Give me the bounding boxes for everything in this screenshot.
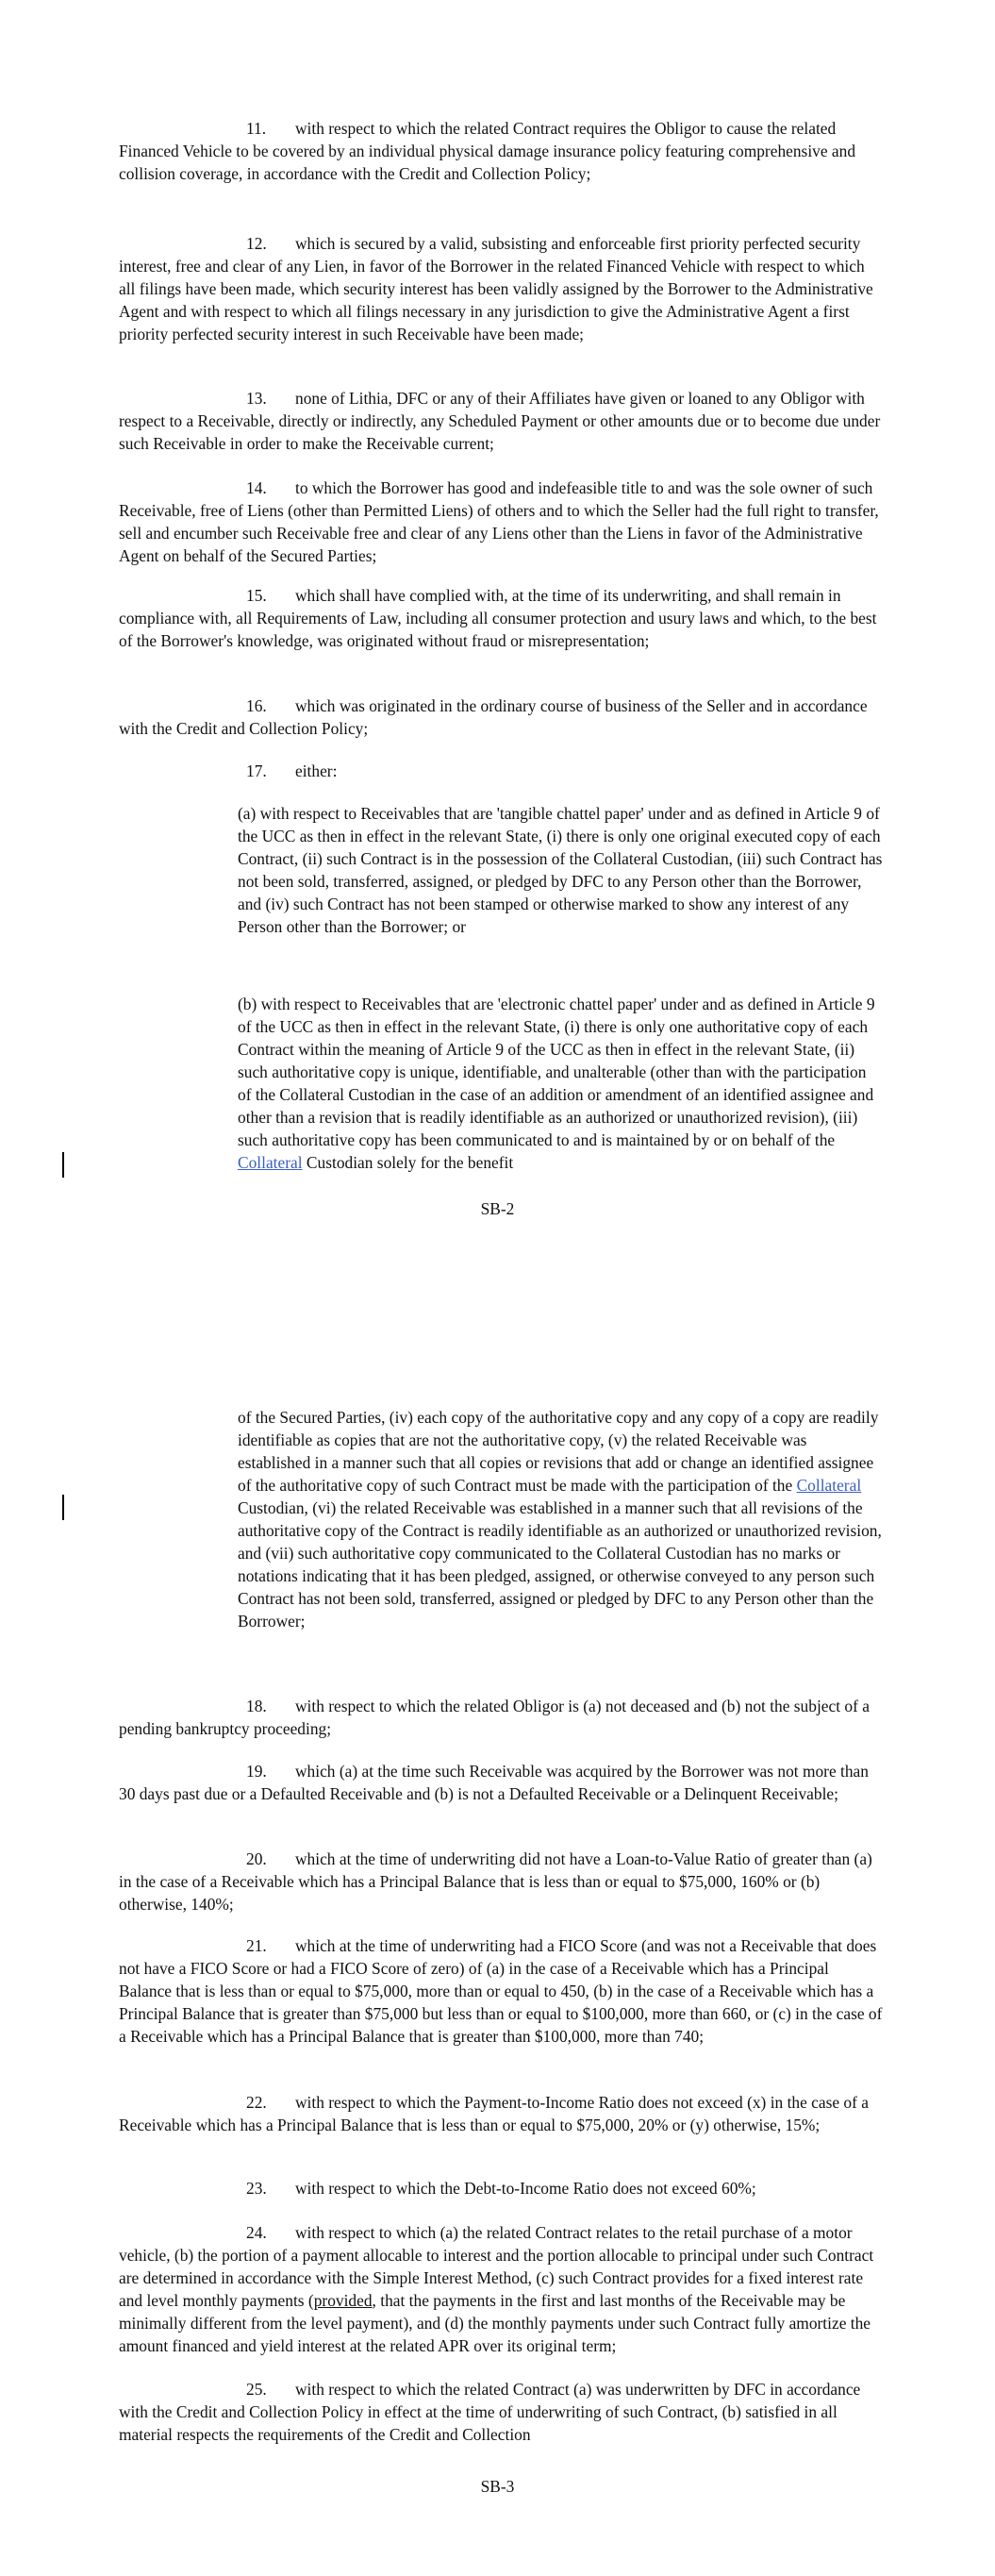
item-15: 15. which shall have complied with, at the time of its underwriting, and shall remain in compliance with, all Requirements of Law, including all consumer protection and usury laws and which, to the best of the Borrower's knowledge, was originated without fraud or misrepresentation; xyxy=(119,586,877,650)
item-11: 11. with respect to which the related Contract requires the Obligor to cause the related Financed Vehicle to be covered by an individual physical damage insurance policy featuring comprehensive and collision coverage, in accordance with the Credit and Collection Policy; xyxy=(119,119,856,183)
page-number: SB-3 xyxy=(480,2477,515,2496)
page-number: SB-2 xyxy=(480,1199,515,1218)
item-18: 18. with respect to which the related Obligor is (a) not deceased and (b) not the subject of a pending bankruptcy proceeding; xyxy=(119,1697,870,1738)
page-sb-3 xyxy=(0,1293,995,2576)
change-bar xyxy=(62,1152,64,1178)
subitem-b-continued: of the Secured Parties, (iv) each copy of the authoritative copy and any copy of a copy are readily identifiable as copies that are not the authoritative copy, (v) the related Receivable was established in a manner such that all copies or revisions that add or change an identified assignee of the authoritative copy of such Contract must be made with the participation of the Collateral Custodian, (vi) the related Receivable was established in a manner such that all revisions of the authoritative copy of the Contract is readily identifiable as an authorized or unauthorized revision, and (vii) such authoritative copy communicated to the Collateral Custodian has no marks or notations indicating that it has been pledged, assigned, or otherwise conveyed to any person such Contract has not been sold, transferred, assigned or pledged by DFC to any Person other than the Borrower; xyxy=(238,1408,882,1631)
item-19: 19. which (a) at the time such Receivable was acquired by the Borrower was not more than 30 days past due or a Defaulted Receivable and (b) is not a Defaulted Receivable or a Delinquent Receivable; xyxy=(119,1762,869,1803)
item-13: 13. none of Lithia, DFC or any of their Affiliates have given or loaned to any Obligor with respect to a Receivable, directly or indirectly, any Scheduled Payment or other amounts due or to become due under such Receivable in order to make the Receivable current; xyxy=(119,389,881,453)
item-16: 16. which was originated in the ordinary course of business of the Seller and in accordance with the Credit and Collection Policy; xyxy=(119,696,868,738)
collateral-link[interactable]: Collateral xyxy=(796,1476,862,1495)
item-22: 22. with respect to which the Payment-to-Income Ratio does not exceed (x) in the case of a Receivable which has a Principal Balance that is less than or equal to $75,000, 20% or (y) otherwise, 15%; xyxy=(119,2093,869,2134)
collateral-link[interactable]: Collateral xyxy=(238,1153,303,1172)
item-23: 23. with respect to which the Debt-to-Income Ratio does not exceed 60%; xyxy=(246,2179,756,2198)
item-25: 25. with respect to which the related Contract (a) was underwritten by DFC in accordance with the Credit and Collection Policy in effect at the time of underwriting of such Contract, (b) satisfied in all material respects the requirements of the Credit and Collection xyxy=(119,2380,861,2444)
item-24: 24. with respect to which (a) the related Contract relates to the retail purchase of a motor vehicle, (b) the portion of a payment allocable to interest and the portion allocable to principal under such Contract are determined in accordance with the Simple Interest Method, (c) such Contract provides for a fixed interest rate and level monthly payments (provided, that the payments in the first and last months of the Receivable may be minimally different from the level payment), and (d) the monthly payments under such Contract fully amortize the amount financed and yield interest at the related APR over its original term; xyxy=(119,2223,874,2355)
subitem-a: (a) with respect to Receivables that are 'tangible chattel paper' under and as defined in Article 9 of the UCC as then in effect in the relevant State, (i) there is only one original executed copy of each Contract, (ii) such Contract is in the possession of the Collateral Custodian, (iii) such Contract has not been sold, transferred, assigned, or pledged by DFC to any Person other than the Borrower, and (iv) such Contract has not been stamped or otherwise marked to show any interest of any Person other than the Borrower; or xyxy=(238,804,883,936)
item-20: 20. which at the time of underwriting did not have a Loan-to-Value Ratio of greater than (a) in the case of a Receivable which has a Principal Balance that is less than or equal to $75,000, 160% or (b) otherwise, 140%; xyxy=(119,1849,872,1914)
item-17: 17. either: xyxy=(246,761,338,780)
change-bar xyxy=(62,1495,64,1520)
item-14: 14. to which the Borrower has good and indefeasible title to and was the sole owner of such Receivable, free of Liens (other than Permitted Liens) of others and to which the Seller had the full right to transfer, sell and encumber such Receivable free and clear of any Liens other than the Liens in favor of the Administrative Agent on behalf of the Secured Parties; xyxy=(119,478,879,565)
item-12: 12. which is secured by a valid, subsisting and enforceable first priority perfected security interest, free and clear of any Lien, in favor of the Borrower in the related Financed Vehicle with respect to which all filings have been made, which security interest has been validly assigned by the Borrower to the Administrative Agent and with respect to which all filings necessary in any jurisdiction to give the Administrative Agent a first priority perfected security interest in such Receivable have been made; xyxy=(119,234,873,343)
item-21: 21. which at the time of underwriting had a FICO Score (and was not a Receivable that does not have a FICO Score or had a FICO Score of zero) of (a) in the case of a Receivable which has a Principal Balance that is less than or equal to $75,000, more than or equal to 450, (b) in the case of a Receivable which has a Principal Balance that is greater than $75,000 but less than or equal to $100,000, more than 660, or (c) in the case of a Receivable which has a Principal Balance that is greater than $100,000, more than 740; xyxy=(119,1936,883,2046)
subitem-b: (b) with respect to Receivables that are 'electronic chattel paper' under and as defined in Article 9 of the UCC as then in effect in the relevant State, (i) there is only one authoritative copy of each Contract within the meaning of Article 9 of the UCC as then in effect in the relevant State, (ii) such authoritative copy is unique, identifiable, and unalterable (other than with the participation of the Collateral Custodian in the case of an addition or amendment of an identified assignee and other than a revision that is readily identifiable as an authorized or unauthorized revision), (iii) such authoritative copy has been communicated to and is maintained by or on behalf of the Collateral Custodian solely for the benefit xyxy=(238,995,875,1172)
